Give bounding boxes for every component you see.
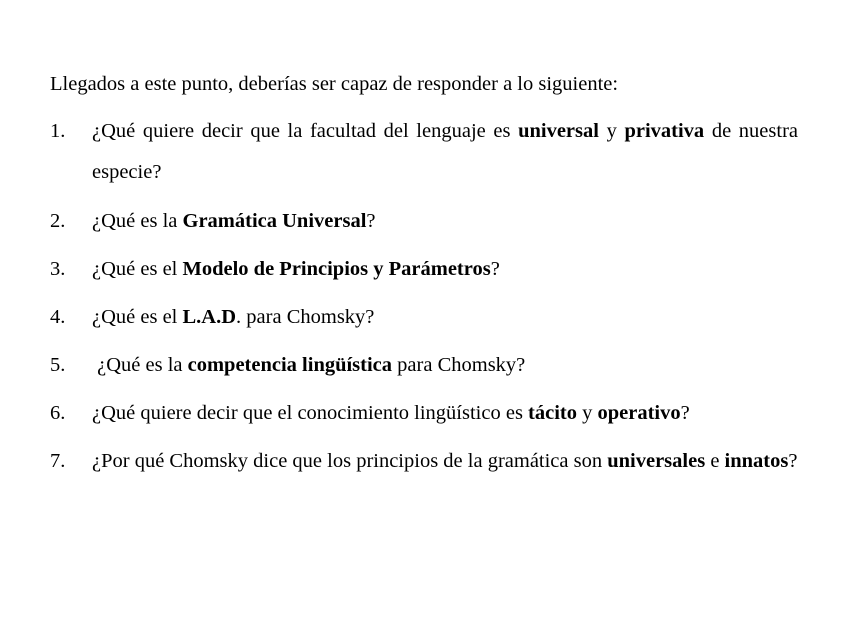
keyword-innatos: innatos <box>724 450 789 472</box>
question-number: 5. <box>50 354 66 376</box>
question-number: 1. <box>50 120 66 142</box>
question-text-run: ? <box>680 402 690 424</box>
keyword-universales: universales <box>607 450 706 472</box>
question-text-run: ? <box>366 210 376 232</box>
question-text-run: ¿Qué es el <box>92 306 183 328</box>
question-text-run: ¿Qué es el <box>92 258 183 280</box>
question-text-run: ¿Qué quiere decir que la facultad del lenguaje es <box>92 120 519 142</box>
question-text-run: ? <box>490 258 500 280</box>
question-text <box>92 111 798 193</box>
question-text <box>92 297 798 338</box>
question-text <box>92 393 798 434</box>
question-text-run: para Chomsky? <box>392 354 526 376</box>
intro-text: Llegados a este punto, deberías ser capaz de responder a lo siguiente: <box>50 73 619 95</box>
question-number: 7. <box>50 450 66 472</box>
question-item-2 <box>50 201 798 242</box>
keyword-tacito: tácito <box>528 402 577 424</box>
keyword-universal: universal <box>518 120 599 142</box>
question-item-1 <box>50 111 798 193</box>
question-text-run: de nuestra especie? <box>92 120 798 183</box>
question-text-run: ¿Por qué Chomsky dice que los principios de la gramática son <box>92 450 608 472</box>
question-number: 4. <box>50 306 66 328</box>
question-text-run: y <box>598 120 625 142</box>
question-text-run: e <box>705 450 725 472</box>
keyword-gramatica-universal: Gramática Universal <box>182 210 367 232</box>
question-text-run: . para Chomsky? <box>236 306 375 328</box>
question-text <box>92 249 798 290</box>
question-item-5 <box>50 345 798 386</box>
question-number: 3. <box>50 258 66 280</box>
question-text <box>92 201 798 242</box>
question-text <box>92 345 798 386</box>
question-item-6 <box>50 393 798 434</box>
keyword-privativa: privativa <box>624 120 705 142</box>
question-text-run: ? <box>788 450 798 472</box>
question-text-run: ¿Qué es la <box>92 354 188 376</box>
question-item-3 <box>50 249 798 290</box>
question-number: 2. <box>50 210 66 232</box>
question-text-run: ¿Qué quiere decir que el conocimiento lingüístico es <box>92 402 529 424</box>
question-item-4 <box>50 297 798 338</box>
keyword-modelo-principios-parametros: Modelo de Principios y Parámetros <box>182 258 491 280</box>
question-text <box>92 441 798 482</box>
keyword-competencia-linguistica: competencia lingüística <box>187 354 393 376</box>
question-number: 6. <box>50 402 66 424</box>
keyword-lad: L.A.D <box>182 306 237 328</box>
question-text-run: y <box>577 402 598 424</box>
question-item-7 <box>50 441 798 523</box>
keyword-operativo: operativo <box>597 402 681 424</box>
question-text-run: ¿Qué es la <box>92 210 183 232</box>
